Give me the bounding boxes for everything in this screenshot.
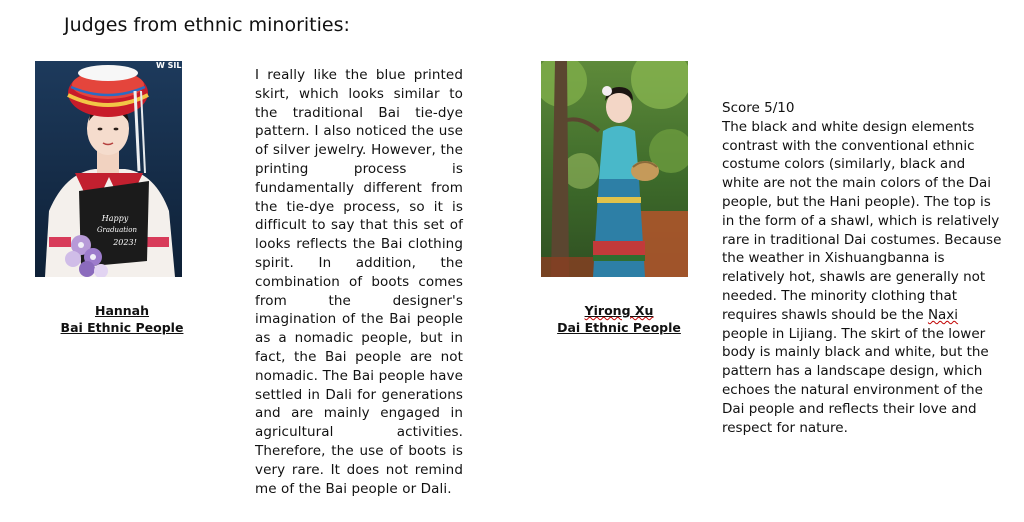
judge-ethnicity: Dai Ethnic People xyxy=(557,320,681,335)
judge-caption-yirong-xu xyxy=(546,302,692,336)
judge-photo-yirong-xu xyxy=(541,61,688,277)
comment-text-part: people in Lijiang. The skirt of the lower body is mainly black and white, but the pattern has a landscape design, which echoes the natural environment of the Dai people and reflects their love and respect for nature. xyxy=(722,325,989,436)
page-title: Judges from ethnic minorities: xyxy=(64,14,350,36)
score-label: Score 5/10 xyxy=(722,100,795,116)
judge-name: Yirong Xu xyxy=(584,303,654,318)
comment-text xyxy=(722,118,1006,438)
svg-text:2023!: 2023! xyxy=(113,238,137,247)
judge-comment-yirong-xu xyxy=(722,99,1006,437)
judge-photo-hannah xyxy=(35,61,182,277)
comment-text-part: The black and white design elements contrast with the conventional ethnic costume colors (similarly, black and white are not the main colors of the Dai people, but the Hani people). The top is in the form of a shawl, which is relatively rare in traditional Dai costumes. Because the weather in Xishuangbanna is relatively hot, shawls are generally not needed. The minority clothing that requires shawls should be the xyxy=(722,118,1002,323)
svg-text:Happy: Happy xyxy=(101,214,129,223)
judge-name: Hannah xyxy=(94,303,150,318)
svg-text:Graduation: Graduation xyxy=(96,226,138,234)
judge-comment-hannah: I really like the blue printed skirt, which looks similar to the traditional Bai tie-dye pattern. I also noticed the use of silver jewelry. However, the printing process is fundamentally different from the tie-dye process, so it is difficult to say that this set of looks reflects the Bai clothing spirit. In addition, the combination of boots comes from the designer's imagination of the Bai people as a nomadic people, but in fact, the Bai people are not nomadic. The Bai people have settled in Dali for generations and are mainly engaged in agricultural activities. Therefore, the use of boots is very rare. It does not remind me of the Bai people or Dali. xyxy=(255,67,463,497)
judge-caption-hannah xyxy=(30,302,214,336)
photo-watermark: W SIL xyxy=(156,61,182,70)
judge-ethnicity: Bai Ethnic People xyxy=(60,320,184,335)
spellcheck-flagged-word: Naxi xyxy=(927,306,959,323)
